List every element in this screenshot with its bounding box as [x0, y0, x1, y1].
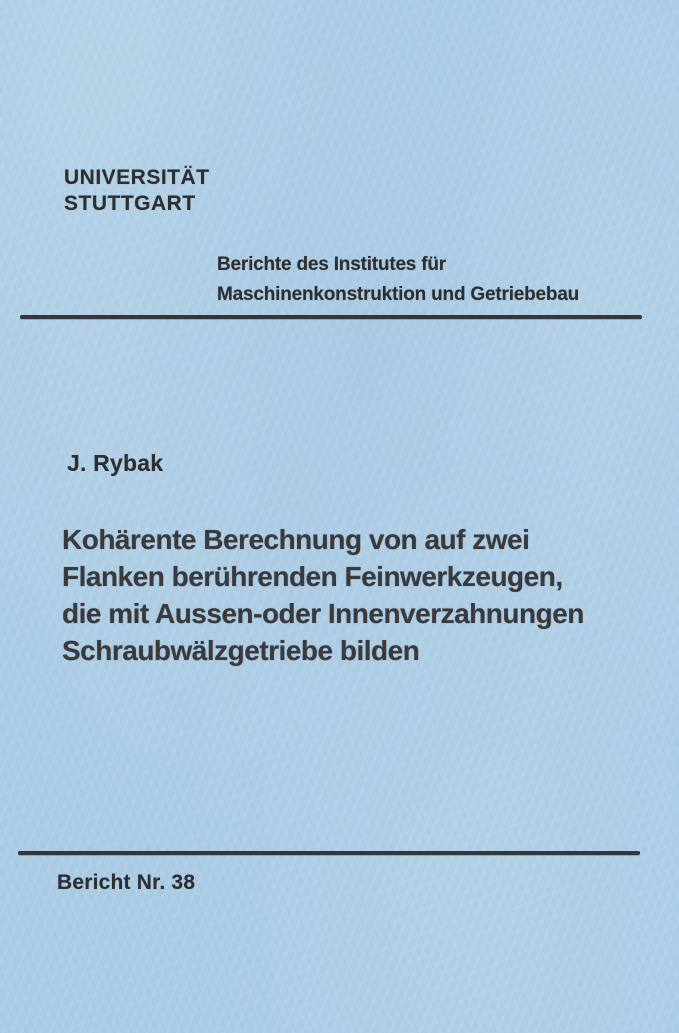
institute-name — [217, 250, 579, 310]
institute-name-line2: Maschinenkonstruktion und Getriebebau — [217, 284, 580, 305]
report-title-line2: Flanken berührenden Feinwerkzeugen, — [62, 561, 563, 592]
top-divider — [20, 315, 642, 319]
university-name-line2: STUTTGART — [64, 192, 196, 215]
university-logo-text — [64, 165, 210, 217]
bottom-divider — [18, 851, 640, 855]
report-title-line3: die mit Aussen-oder Innenverzahnungen — [62, 598, 584, 629]
university-name-line1: UNIVERSITÄT — [64, 166, 210, 189]
report-title-line1: Kohärente Berechnung von auf zwei — [62, 524, 530, 555]
institute-name-line1: Berichte des Institutes für — [217, 254, 446, 275]
author-name: J. Rybak — [67, 450, 164, 476]
report-number: Bericht Nr. 38 — [57, 871, 196, 894]
report-title — [62, 521, 652, 669]
report-title-line4: Schraubwälzgetriebe bilden — [62, 635, 420, 666]
